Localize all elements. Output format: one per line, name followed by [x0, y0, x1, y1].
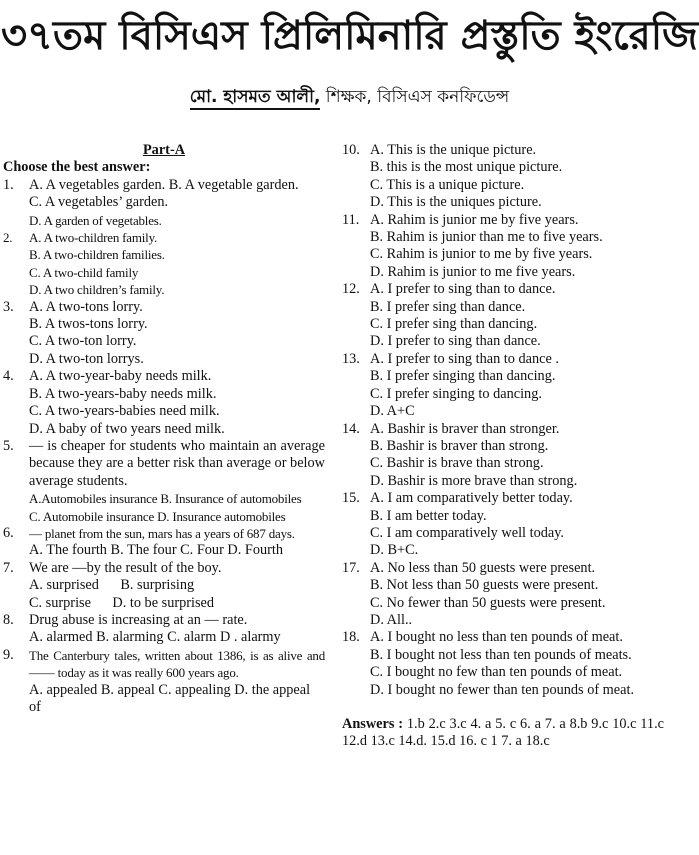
- option-line: C. No fewer than 50 guests were present.: [370, 594, 606, 611]
- option-line: B. I prefer sing than dance.: [370, 298, 526, 315]
- answer-key-label: Answers :: [342, 716, 404, 732]
- question-2: [3, 229, 325, 299]
- question-7: [3, 560, 325, 612]
- question-number: 5.: [3, 437, 14, 454]
- option-line: A. A two-tons lorry.: [29, 298, 143, 315]
- option-line: A. surprised B. surprising: [29, 577, 195, 594]
- option-line: C. A two-child family: [29, 264, 139, 280]
- option-line: C. This is a unique picture.: [370, 176, 525, 193]
- option-line: B. Bashir is braver than strong.: [370, 437, 549, 454]
- question-5: [3, 438, 325, 525]
- question-15: [342, 490, 664, 560]
- option-line: B. Rahim is junior than me to five years.: [370, 229, 603, 246]
- option-line: B. A two-years-baby needs milk.: [29, 385, 217, 402]
- question-stem: The Canterbury tales, written about 1386, is as alive and —— today as it was really 600 years ago.: [29, 647, 325, 681]
- question-number: 17.: [342, 559, 360, 576]
- question-number: 10.: [342, 142, 360, 158]
- question-1: [3, 177, 325, 229]
- question-stem: — planet from the sun, mars has a years of 687 days.: [29, 525, 295, 541]
- question-number: 6.: [3, 524, 14, 541]
- question-9: [3, 647, 325, 717]
- question-6: [3, 525, 325, 560]
- option-line: D. Bashir is more brave than strong.: [370, 472, 578, 489]
- question-stem: We are —by the result of the boy.: [29, 559, 222, 576]
- left-column: [3, 142, 325, 716]
- question-number: 1.: [3, 176, 14, 193]
- option-line: A. I am comparatively better today.: [370, 490, 573, 507]
- option-line: C. Bashir is brave than strong.: [370, 455, 544, 472]
- option-line: A. This is the unique picture.: [370, 142, 537, 158]
- option-line: B. this is the most unique picture.: [370, 159, 563, 176]
- question-4: [3, 368, 325, 438]
- question-number: 14.: [342, 420, 360, 437]
- option-line: C. A two-years-babies need milk.: [29, 403, 220, 420]
- question-11: [342, 212, 664, 282]
- option-line: C. I prefer sing than dancing.: [370, 316, 538, 333]
- option-line: D. A baby of two years need milk.: [29, 420, 225, 437]
- option-line: C. A vegetables’ garden.: [29, 194, 169, 211]
- option-line: D. I bought no fewer than ten pounds of meat.: [370, 681, 635, 698]
- byline: [0, 84, 699, 112]
- option-line: A. I prefer to sing than to dance.: [370, 281, 556, 298]
- question-number: 3.: [3, 298, 14, 315]
- question-number: 7.: [3, 559, 14, 576]
- question-8: [3, 612, 325, 647]
- question-number: 13.: [342, 350, 360, 367]
- right-column: [342, 142, 664, 751]
- option-line: C. I prefer singing to dancing.: [370, 385, 542, 402]
- option-line: C. A two-ton lorry.: [29, 333, 137, 350]
- author-role: শিক্ষক, বিসিএস কনফিডেন্স: [320, 87, 510, 107]
- option-line: B. Not less than 50 guests were present.: [370, 577, 599, 594]
- question-10: [342, 142, 664, 212]
- option-line: C. surprise D. to be surprised: [29, 594, 215, 611]
- option-line: A. No less than 50 guests were present.: [370, 559, 596, 576]
- question-number: 15.: [342, 490, 360, 507]
- question-17: [342, 560, 664, 630]
- page-title: ৩৭তম বিসিএস প্রিলিমিনারি প্রস্তুতি ইংরেজি: [1, 13, 698, 59]
- option-line: C. Automobile insurance D. Insurance automobiles: [29, 508, 286, 524]
- option-line: A. A two-year-baby needs milk.: [29, 368, 212, 385]
- option-line: D. Rahim is junior to me five years.: [370, 263, 576, 280]
- part-title: Part-A: [142, 142, 186, 158]
- question-stem: Drug abuse is increasing at an — rate.: [29, 611, 248, 628]
- option-line: A. alarmed B. alarming C. alarm D . alarmy: [29, 629, 281, 646]
- option-line: A. A vegetables garden. B. A vegetable garden.: [29, 176, 299, 193]
- option-line: B. A twos-tons lorry.: [29, 316, 148, 333]
- question-number: 12.: [342, 281, 360, 298]
- option-line: D. This is the uniques picture.: [370, 194, 542, 211]
- option-line: D. All..: [370, 611, 413, 628]
- question-number: 11.: [342, 211, 360, 228]
- answer-key-text: 1.b 2.c 3.c 4. a 5. c 6. a 7. a 8.b 9.c 10.c 11.c 12.d 13.c 14.d. 15.d 16. c 1 7. a 18.c: [342, 716, 664, 750]
- option-line: D. B+C.: [370, 542, 419, 559]
- option-line: A. I bought no less than ten pounds of meat.: [370, 629, 623, 646]
- option-line: C. Rahim is junior to me by five years.: [370, 246, 593, 263]
- option-line: D. A two-ton lorrys.: [29, 350, 144, 367]
- question-number: 9.: [3, 646, 14, 663]
- option-line: A. A two-children family.: [29, 230, 158, 246]
- option-line: D. A+C: [370, 403, 415, 420]
- option-line: A. appealed B. appeal C. appealing D. the appeal of: [29, 681, 311, 715]
- instruction: Choose the best answer:: [3, 159, 151, 176]
- question-18: [342, 629, 664, 699]
- question-number: 8.: [3, 611, 14, 628]
- question-number: 2.: [3, 230, 13, 246]
- option-line: A. I prefer to sing than to dance .: [370, 350, 559, 367]
- question-number: 4.: [3, 368, 14, 385]
- option-line: A. Rahim is junior me by five years.: [370, 211, 579, 228]
- option-line: D. A two children’s family.: [29, 282, 165, 298]
- question-number: 18.: [342, 629, 360, 646]
- option-line: A. Bashir is braver than stronger.: [370, 420, 560, 437]
- option-line: B. A two-children families.: [29, 247, 165, 263]
- author-name: মো. হাসমত আলী,: [190, 87, 321, 110]
- option-line: D. A garden of vegetables.: [29, 212, 162, 228]
- answer-key: [342, 716, 664, 751]
- question-13: [342, 351, 664, 421]
- question-3: [3, 299, 325, 369]
- option-line: D. I prefer to sing than dance.: [370, 333, 541, 350]
- question-14: [342, 421, 664, 491]
- option-line: C. I bought no few than ten pounds of meat.: [370, 664, 623, 681]
- question-stem: — is cheaper for students who maintain an average because they are a better risk than average or below average students.: [29, 437, 325, 489]
- option-line: B. I bought not less than ten pounds of meats.: [370, 646, 632, 663]
- option-line: B. I am better today.: [370, 507, 487, 524]
- question-12: [342, 281, 664, 351]
- option-line: B. I prefer singing than dancing.: [370, 368, 556, 385]
- option-line: C. I am comparatively well today.: [370, 524, 565, 541]
- option-line: A.Automobiles insurance B. Insurance of automobiles: [29, 491, 302, 507]
- option-line: A. The fourth B. The four C. Four D. Fourth: [29, 542, 284, 559]
